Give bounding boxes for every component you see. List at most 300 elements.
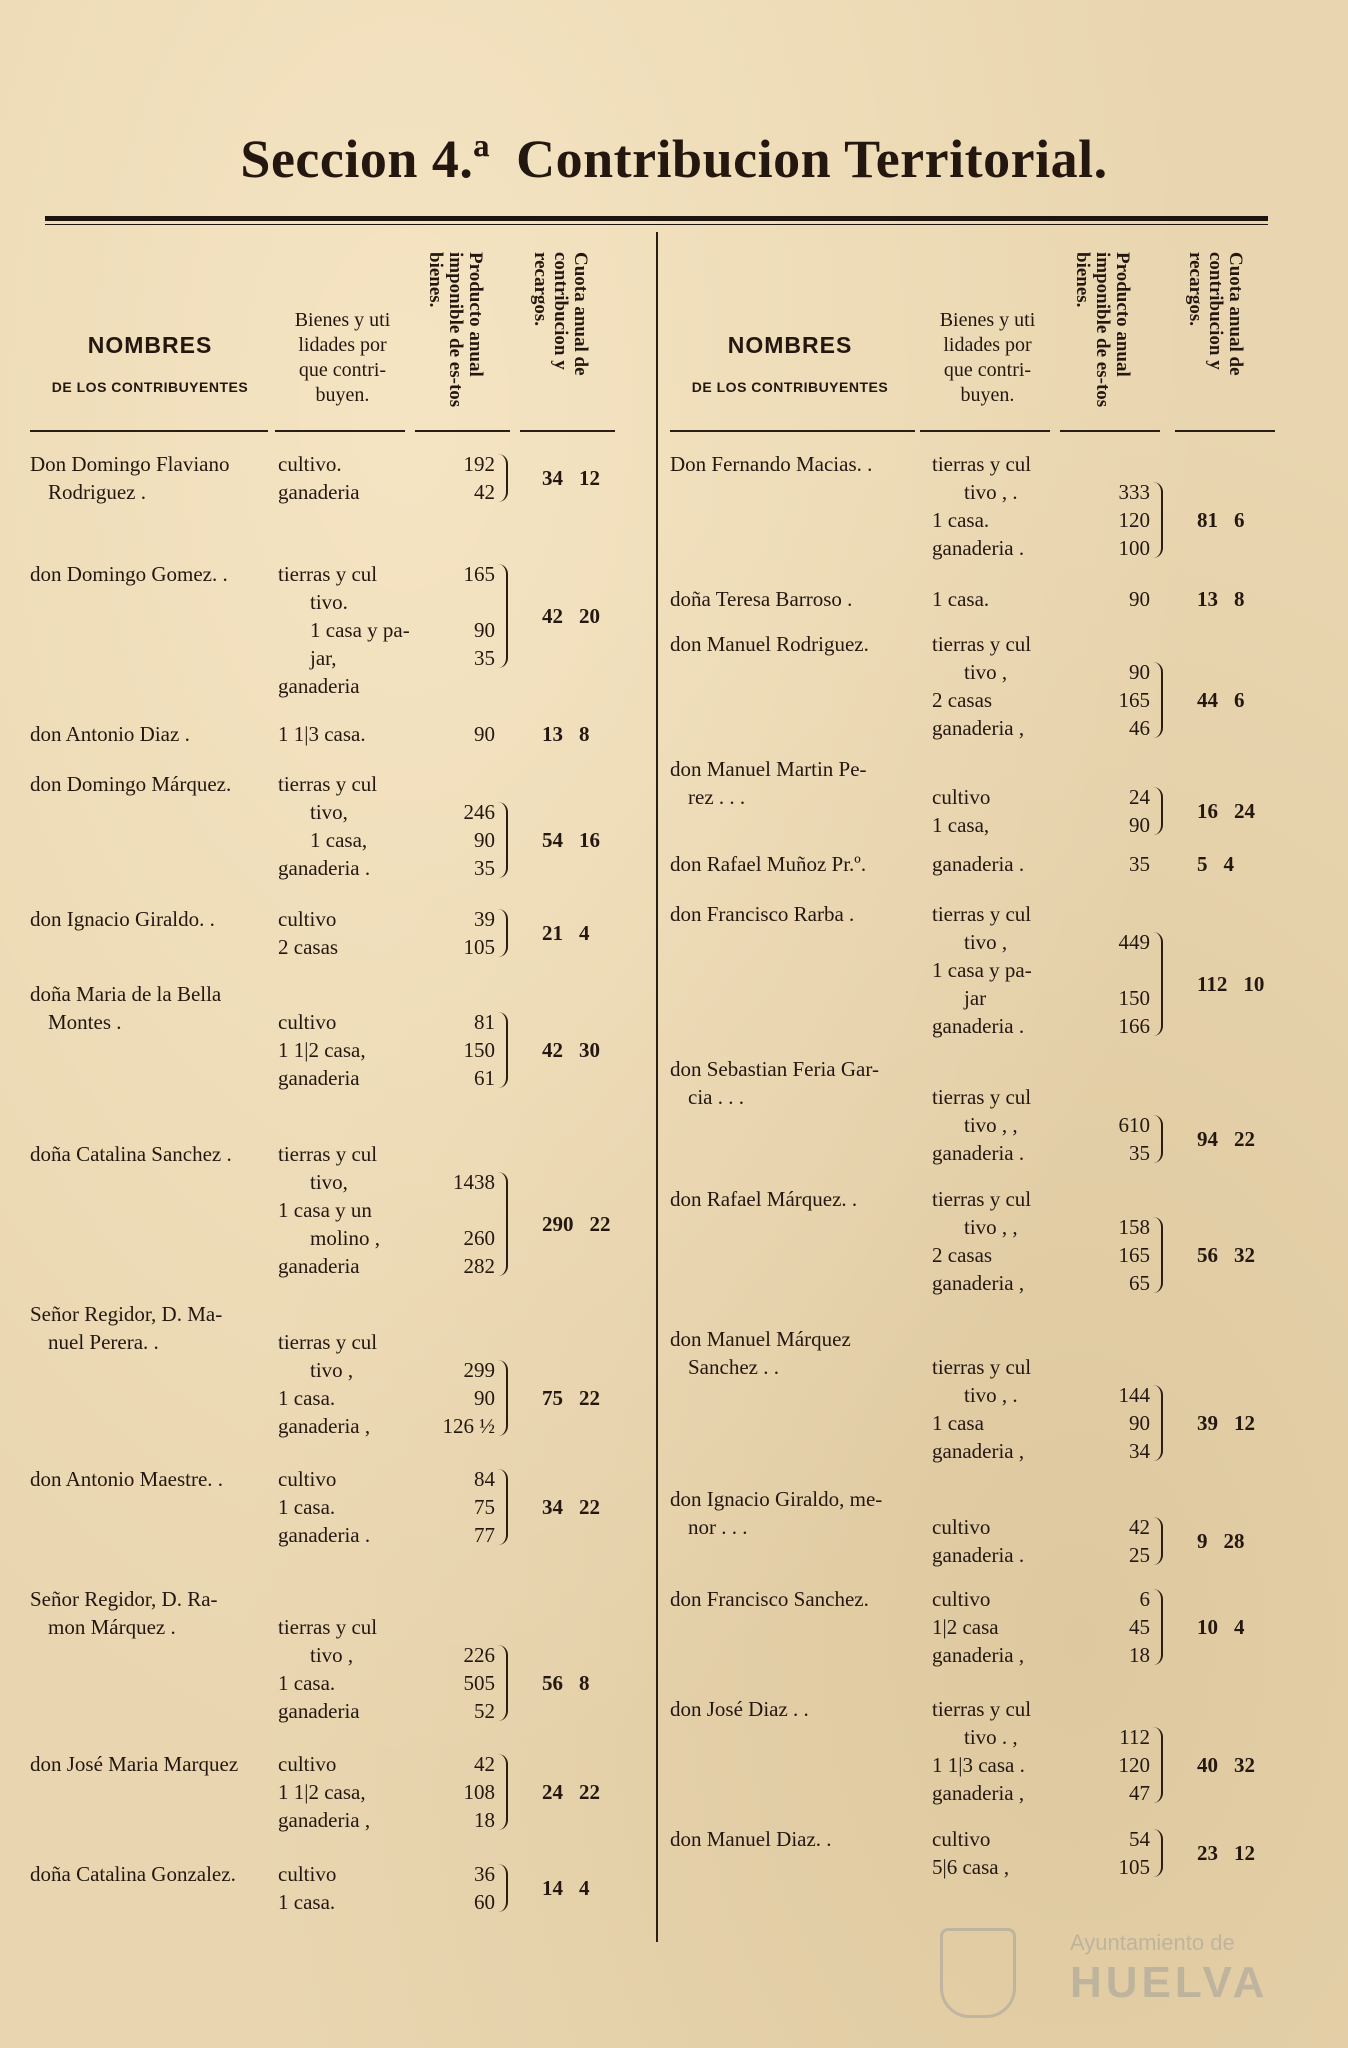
cuota-main: 14	[542, 1876, 563, 1900]
bienes-cell	[932, 1325, 1067, 1465]
bienes-line: tierras y cul	[278, 772, 378, 796]
header-contribuyentes: DE LOS CONTRIBUYENTES	[691, 379, 889, 395]
cuota-fraction: 12	[579, 466, 600, 490]
cuota-cell	[1197, 850, 1287, 878]
cuota-fraction: 22	[1234, 1127, 1255, 1151]
bienes-line: 1 1|2 casa,	[278, 1038, 366, 1062]
bienes-line	[932, 1055, 1067, 1083]
brace-mark	[498, 1754, 508, 1830]
producto-value: 90	[1129, 587, 1150, 611]
contribuyente-name	[670, 450, 935, 478]
producto-value: 126 ½	[442, 1414, 495, 1438]
bienes-line	[278, 1585, 413, 1613]
producto-value	[440, 1140, 495, 1168]
producto-value: 18	[1129, 1643, 1150, 1667]
bienes-line: tierras y cul	[932, 1697, 1032, 1721]
cuota-fraction: 30	[579, 1038, 600, 1062]
contribuyente-name	[670, 1585, 935, 1613]
header-bienes-line: lidades por	[943, 334, 1032, 356]
producto-cell	[1095, 755, 1150, 839]
producto-value: 165	[1118, 688, 1150, 712]
producto-value	[1095, 900, 1150, 928]
left-table	[30, 232, 640, 1920]
header-bienes	[920, 308, 1055, 408]
cuota-main: 34	[542, 1495, 563, 1519]
brace-mark	[498, 1012, 508, 1088]
bienes-line: 1 casa.	[278, 1386, 336, 1410]
bienes-line: tivo.	[310, 590, 348, 614]
bienes-cell	[932, 900, 1067, 1040]
producto-value: 108	[463, 1780, 495, 1804]
table-row	[30, 1140, 640, 1300]
producto-cell	[440, 1300, 495, 1440]
contribuyente-name	[30, 1465, 295, 1493]
bienes-line	[278, 980, 413, 1008]
brace-mark	[1153, 1385, 1163, 1461]
cuota-main: 56	[542, 1671, 563, 1695]
brace-mark	[1153, 1829, 1163, 1877]
producto-value	[1095, 1185, 1150, 1213]
bienes-line: ganaderia	[278, 1254, 360, 1278]
cuota-cell	[542, 1669, 632, 1697]
table-row	[30, 770, 640, 905]
producto-value: 54	[1129, 1827, 1150, 1851]
producto-value: 449	[1118, 930, 1150, 954]
bienes-line: tivo ,	[964, 660, 1008, 684]
title-rule-thin	[45, 224, 1268, 225]
bienes-line: ganaderia ,	[278, 1414, 371, 1438]
bienes-line: tivo , ,	[964, 1215, 1018, 1239]
bienes-cell	[932, 1695, 1067, 1807]
contribuyente-name	[30, 1750, 295, 1778]
cuota-fraction: 20	[579, 604, 600, 628]
header-cuota: Cuota anual de contribucion y recargos.	[1185, 252, 1246, 376]
producto-value: 144	[1118, 1383, 1150, 1407]
name-line: nuel Perera. .	[48, 1330, 159, 1354]
header-names	[30, 332, 270, 395]
bienes-line: tivo . ,	[964, 1725, 1018, 1749]
producto-value: 105	[1118, 1855, 1150, 1879]
producto-cell	[1095, 1185, 1150, 1297]
header-underline	[1175, 430, 1275, 432]
producto-value: 18	[474, 1808, 495, 1832]
producto-value: 333	[1118, 480, 1150, 504]
name-line: cia . . .	[688, 1085, 744, 1109]
contribuyente-name	[30, 770, 295, 798]
table-row	[670, 1485, 1290, 1585]
producto-value: 282	[463, 1254, 495, 1278]
bienes-line: cultivo	[278, 1010, 337, 1034]
cuota-cell	[542, 919, 632, 947]
producto-value: 52	[474, 1699, 495, 1723]
bienes-line: tivo ,	[310, 1643, 354, 1667]
cuota-cell	[542, 1384, 632, 1412]
cuota-cell	[1197, 1125, 1287, 1153]
producto-value: 47	[1129, 1781, 1150, 1805]
name-line: Don Domingo Flaviano	[30, 452, 230, 476]
producto-cell	[1095, 1055, 1150, 1167]
table-row	[670, 630, 1290, 755]
cuota-cell	[542, 602, 632, 630]
producto-cell	[1095, 450, 1150, 562]
name-line: don Ignacio Giraldo, me-	[670, 1487, 883, 1511]
contribuyente-name	[670, 1695, 935, 1723]
cuota-cell	[1197, 1241, 1287, 1269]
section-number: Seccion 4.ª	[240, 129, 491, 189]
contribuyente-name	[30, 905, 295, 933]
cuota-main: 54	[542, 828, 563, 852]
cuota-main: 290	[542, 1212, 574, 1236]
cuota-cell	[1197, 970, 1287, 998]
producto-value	[1095, 630, 1150, 658]
contribuyente-name	[670, 1825, 935, 1853]
producto-value: 90	[474, 722, 495, 746]
producto-value: 150	[1118, 986, 1150, 1010]
bienes-line: ganaderia ,	[932, 716, 1025, 740]
cuota-fraction: 28	[1223, 1529, 1245, 1553]
producto-value: 65	[1129, 1271, 1150, 1295]
contribuyente-name	[670, 850, 935, 878]
cuota-fraction: 4	[579, 1876, 590, 1900]
cuota-main: 13	[542, 722, 563, 746]
bienes-line: tivo,	[310, 1170, 348, 1194]
cuota-fraction: 22	[589, 1212, 611, 1236]
name-line: don Ignacio Giraldo. .	[30, 907, 215, 931]
cuota-cell	[542, 464, 632, 492]
cuota-cell	[1197, 585, 1287, 613]
header-underline	[30, 430, 268, 432]
producto-value: 25	[1129, 1543, 1150, 1567]
table-row	[670, 450, 1290, 585]
name-line: rez . . .	[688, 785, 746, 809]
table-row	[670, 1825, 1290, 1885]
bienes-cell	[278, 1140, 413, 1280]
producto-value: 610	[1118, 1113, 1150, 1137]
bienes-line: ganaderia .	[932, 1543, 1025, 1567]
cuota-cell	[1197, 506, 1287, 534]
producto-cell	[1095, 900, 1150, 1040]
name-line: don Antonio Diaz .	[30, 722, 190, 746]
producto-value: 77	[474, 1523, 495, 1547]
bienes-line: ganaderia ,	[932, 1439, 1025, 1463]
brace-mark	[1153, 1589, 1163, 1665]
cuota-main: 42	[542, 604, 563, 628]
name-line: don Francisco Sanchez.	[670, 1587, 869, 1611]
cuota-main: 13	[1197, 587, 1218, 611]
bienes-cell	[278, 560, 413, 700]
header-underline	[1060, 430, 1160, 432]
bienes-line: 1 casa y un	[278, 1198, 372, 1222]
producto-cell	[1095, 630, 1150, 742]
producto-value: 505	[463, 1671, 495, 1695]
bienes-line: cultivo	[278, 1752, 337, 1776]
table-row	[30, 720, 640, 770]
cuota-cell	[542, 1036, 632, 1064]
brace-mark	[1153, 482, 1163, 558]
header-producto: Producto anual imponible de es-tos bienes.	[1072, 252, 1133, 408]
bienes-cell	[932, 630, 1067, 742]
bienes-cell	[278, 1750, 413, 1834]
cuota-cell	[542, 1210, 632, 1238]
contribuyente-name	[30, 1585, 295, 1641]
producto-value: 34	[1129, 1439, 1150, 1463]
producto-value: 299	[463, 1358, 495, 1382]
producto-value	[1095, 1695, 1150, 1723]
bienes-line: 2 casas	[932, 688, 993, 712]
watermark-line2: HUELVA	[1070, 1958, 1269, 2007]
bienes-cell	[932, 1585, 1067, 1669]
cuota-cell	[1197, 797, 1287, 825]
cuota-main: 23	[1197, 1841, 1218, 1865]
name-line: don José Maria Marquez	[30, 1752, 239, 1776]
bienes-line: ganaderia .	[932, 852, 1025, 876]
producto-cell	[440, 1585, 495, 1725]
producto-value: 158	[1118, 1215, 1150, 1239]
producto-value	[1095, 450, 1150, 478]
producto-value: 150	[463, 1038, 495, 1062]
bienes-cell	[278, 720, 413, 748]
contribuyente-name	[670, 1325, 935, 1381]
bienes-line: molino ,	[310, 1226, 381, 1250]
bienes-line: 1|2 casa	[932, 1615, 999, 1639]
bienes-cell	[278, 1585, 413, 1725]
producto-value	[440, 672, 495, 700]
producto-value: 1438	[453, 1170, 495, 1194]
producto-value	[1095, 1353, 1150, 1381]
bienes-line: ganaderia .	[278, 856, 371, 880]
table-row	[30, 450, 640, 560]
bienes-line: jar	[964, 986, 987, 1010]
name-line: don Francisco Rarba .	[670, 902, 855, 926]
header-bienes-line: que contri-	[298, 359, 387, 381]
bienes-line: cultivo	[932, 1827, 991, 1851]
cuota-fraction: 4	[1223, 852, 1234, 876]
name-line: Don Fernando Macias. .	[670, 452, 873, 476]
producto-cell	[440, 1465, 495, 1549]
bienes-line: ganaderia ,	[932, 1271, 1025, 1295]
name-line: Señor Regidor, D. Ma-	[30, 1302, 223, 1326]
cuota-fraction: 32	[1234, 1243, 1255, 1267]
bienes-line: tivo ,	[310, 1358, 354, 1382]
producto-value: 42	[474, 1752, 495, 1776]
name-line: don Manuel Martin Pe-	[670, 757, 867, 781]
bienes-line: cultivo	[932, 1515, 991, 1539]
contribuyente-name	[30, 560, 295, 588]
name-line: Señor Regidor, D. Ra-	[30, 1587, 218, 1611]
column-divider	[656, 232, 658, 1942]
producto-value: 6	[1139, 1587, 1150, 1611]
producto-cell	[440, 1860, 495, 1916]
contribuyente-name	[30, 1300, 295, 1356]
producto-cell	[440, 905, 495, 961]
header-bienes-line: que contri-	[943, 359, 1032, 381]
bienes-cell	[932, 755, 1067, 839]
header-bienes-line: buyen.	[960, 384, 1015, 406]
brace-mark	[498, 1864, 508, 1912]
producto-value	[440, 588, 495, 616]
table-row	[670, 1055, 1290, 1185]
producto-value: 120	[1118, 508, 1150, 532]
bienes-cell	[278, 1300, 413, 1440]
producto-cell	[440, 720, 495, 748]
bienes-line: 1 casa y pa-	[932, 958, 1032, 982]
bienes-cell	[278, 1860, 413, 1916]
cuota-cell	[1197, 1751, 1287, 1779]
bienes-line: ganaderia .	[932, 536, 1025, 560]
bienes-line: 1 casa,	[310, 828, 368, 852]
bienes-line: ganaderia ,	[932, 1781, 1025, 1805]
table-row	[670, 850, 1290, 900]
name-line: doña Maria de la Bella	[30, 982, 222, 1006]
producto-value: 35	[1129, 1141, 1150, 1165]
producto-value: 24	[1129, 785, 1150, 809]
table-row	[670, 900, 1290, 1055]
producto-value	[440, 1328, 495, 1356]
table-row	[30, 1300, 640, 1465]
bienes-line	[932, 1485, 1067, 1513]
bienes-line: tierras y cul	[278, 1615, 378, 1639]
brace-mark	[498, 802, 508, 878]
producto-cell	[440, 1140, 495, 1280]
producto-value: 165	[463, 562, 495, 586]
archive-watermark	[940, 1920, 1280, 2020]
contribuyente-name	[670, 630, 935, 658]
bienes-line: jar,	[310, 646, 337, 670]
bienes-cell	[932, 1055, 1067, 1167]
producto-value: 35	[474, 856, 495, 880]
cuota-fraction: 24	[1234, 799, 1255, 823]
producto-cell	[1095, 1695, 1150, 1807]
name-line: don José Diaz . .	[670, 1697, 809, 1721]
producto-value: 39	[474, 907, 495, 931]
producto-value: 36	[474, 1862, 495, 1886]
bienes-line: tierras y cul	[932, 452, 1032, 476]
producto-value	[1095, 1485, 1150, 1513]
producto-cell	[1095, 1325, 1150, 1465]
cuota-fraction: 22	[579, 1495, 600, 1519]
bienes-line: 1 casa.	[932, 587, 990, 611]
header-bienes-line: Bienes y uti	[939, 309, 1036, 331]
cuota-cell	[1197, 1409, 1287, 1437]
cuota-main: 16	[1197, 799, 1218, 823]
contribuyente-name	[670, 755, 935, 811]
cuota-main: 81	[1197, 508, 1218, 532]
header-bienes-line: buyen.	[315, 384, 370, 406]
producto-value: 46	[1129, 716, 1150, 740]
bienes-line: cultivo	[278, 1862, 337, 1886]
producto-value: 105	[463, 935, 495, 959]
bienes-line: 1 casa y pa-	[310, 618, 410, 642]
producto-value: 84	[474, 1467, 495, 1491]
header-underline	[275, 430, 405, 432]
bienes-line: tierras y cul	[932, 1187, 1032, 1211]
right-table	[670, 232, 1290, 1885]
header-bienes	[275, 308, 410, 408]
producto-value: 166	[1118, 1014, 1150, 1038]
name-line: don Manuel Márquez	[670, 1327, 851, 1351]
name-line: don Sebastian Feria Gar-	[670, 1057, 879, 1081]
bienes-line: 2 casas	[278, 935, 339, 959]
cuota-main: 10	[1197, 1615, 1218, 1639]
cuota-main: 56	[1197, 1243, 1218, 1267]
bienes-line: 2 casas	[932, 1243, 993, 1267]
name-line: doña Teresa Barroso .	[670, 587, 853, 611]
bienes-cell	[932, 450, 1067, 562]
cuota-fraction: 6	[1234, 508, 1245, 532]
cuota-main: 24	[542, 1780, 563, 1804]
cuota-cell	[542, 1778, 632, 1806]
name-line: don Rafael Márquez. .	[670, 1187, 858, 1211]
bienes-line: ganaderia ,	[278, 1808, 371, 1832]
brace-mark	[498, 1469, 508, 1545]
bienes-line: 1 casa.	[932, 508, 990, 532]
cuota-cell	[1197, 1839, 1287, 1867]
producto-value: 61	[474, 1066, 495, 1090]
name-line: don Manuel Rodriguez.	[670, 632, 869, 656]
brace-mark	[1153, 1115, 1163, 1163]
producto-cell	[1095, 1825, 1150, 1881]
producto-value: 112	[1119, 1725, 1150, 1749]
producto-cell	[440, 980, 495, 1092]
table-row	[670, 755, 1290, 850]
bienes-cell	[278, 980, 413, 1092]
bienes-line: tierras y cul	[278, 562, 378, 586]
cuota-fraction: 8	[579, 1671, 590, 1695]
name-line: mon Márquez .	[48, 1615, 176, 1639]
table-row	[30, 1585, 640, 1750]
bienes-line: tivo , ,	[964, 1113, 1018, 1137]
table-row	[30, 905, 640, 980]
bienes-line: 1 casa,	[932, 813, 990, 837]
left-rows	[30, 450, 640, 1920]
bienes-line: cultivo	[278, 1467, 337, 1491]
header-cuota: Cuota anual de contribucion y recargos.	[530, 252, 591, 376]
cuota-main: 75	[542, 1386, 563, 1410]
title-rule	[45, 216, 1268, 221]
bienes-line: ganaderia .	[932, 1014, 1025, 1038]
producto-cell	[440, 1750, 495, 1834]
bienes-line: ganaderia	[278, 480, 360, 504]
brace-mark	[498, 1360, 508, 1436]
header-contribuyentes: DE LOS CONTRIBUYENTES	[51, 379, 249, 395]
cuota-fraction: 6	[1234, 688, 1245, 712]
producto-cell	[440, 450, 495, 506]
watermark-line1: Ayuntamiento de	[1070, 1930, 1235, 1955]
header-nombres: NOMBRES	[727, 332, 853, 358]
producto-value	[1095, 755, 1150, 783]
producto-value	[440, 1585, 495, 1613]
cuota-cell	[1197, 1527, 1287, 1555]
right-rows	[670, 450, 1290, 1885]
producto-value: 45	[1129, 1615, 1150, 1639]
cuota-main: 44	[1197, 688, 1218, 712]
table-row	[670, 1585, 1290, 1695]
contribuyente-name	[30, 980, 295, 1036]
table-row	[670, 1325, 1290, 1485]
bienes-line: tierras y cul	[278, 1330, 378, 1354]
contribuyente-name	[30, 720, 295, 748]
bienes-line	[278, 1300, 413, 1328]
bienes-line: 1 casa.	[278, 1495, 336, 1519]
bienes-line: ganaderia	[278, 674, 360, 698]
table-header	[670, 232, 1290, 432]
producto-value	[1095, 956, 1150, 984]
cuota-main: 40	[1197, 1753, 1218, 1777]
table-row	[30, 1750, 640, 1860]
cuota-cell	[1197, 686, 1287, 714]
name-line: doña Catalina Sanchez .	[30, 1142, 232, 1166]
bienes-line: tierras y cul	[278, 1142, 378, 1166]
